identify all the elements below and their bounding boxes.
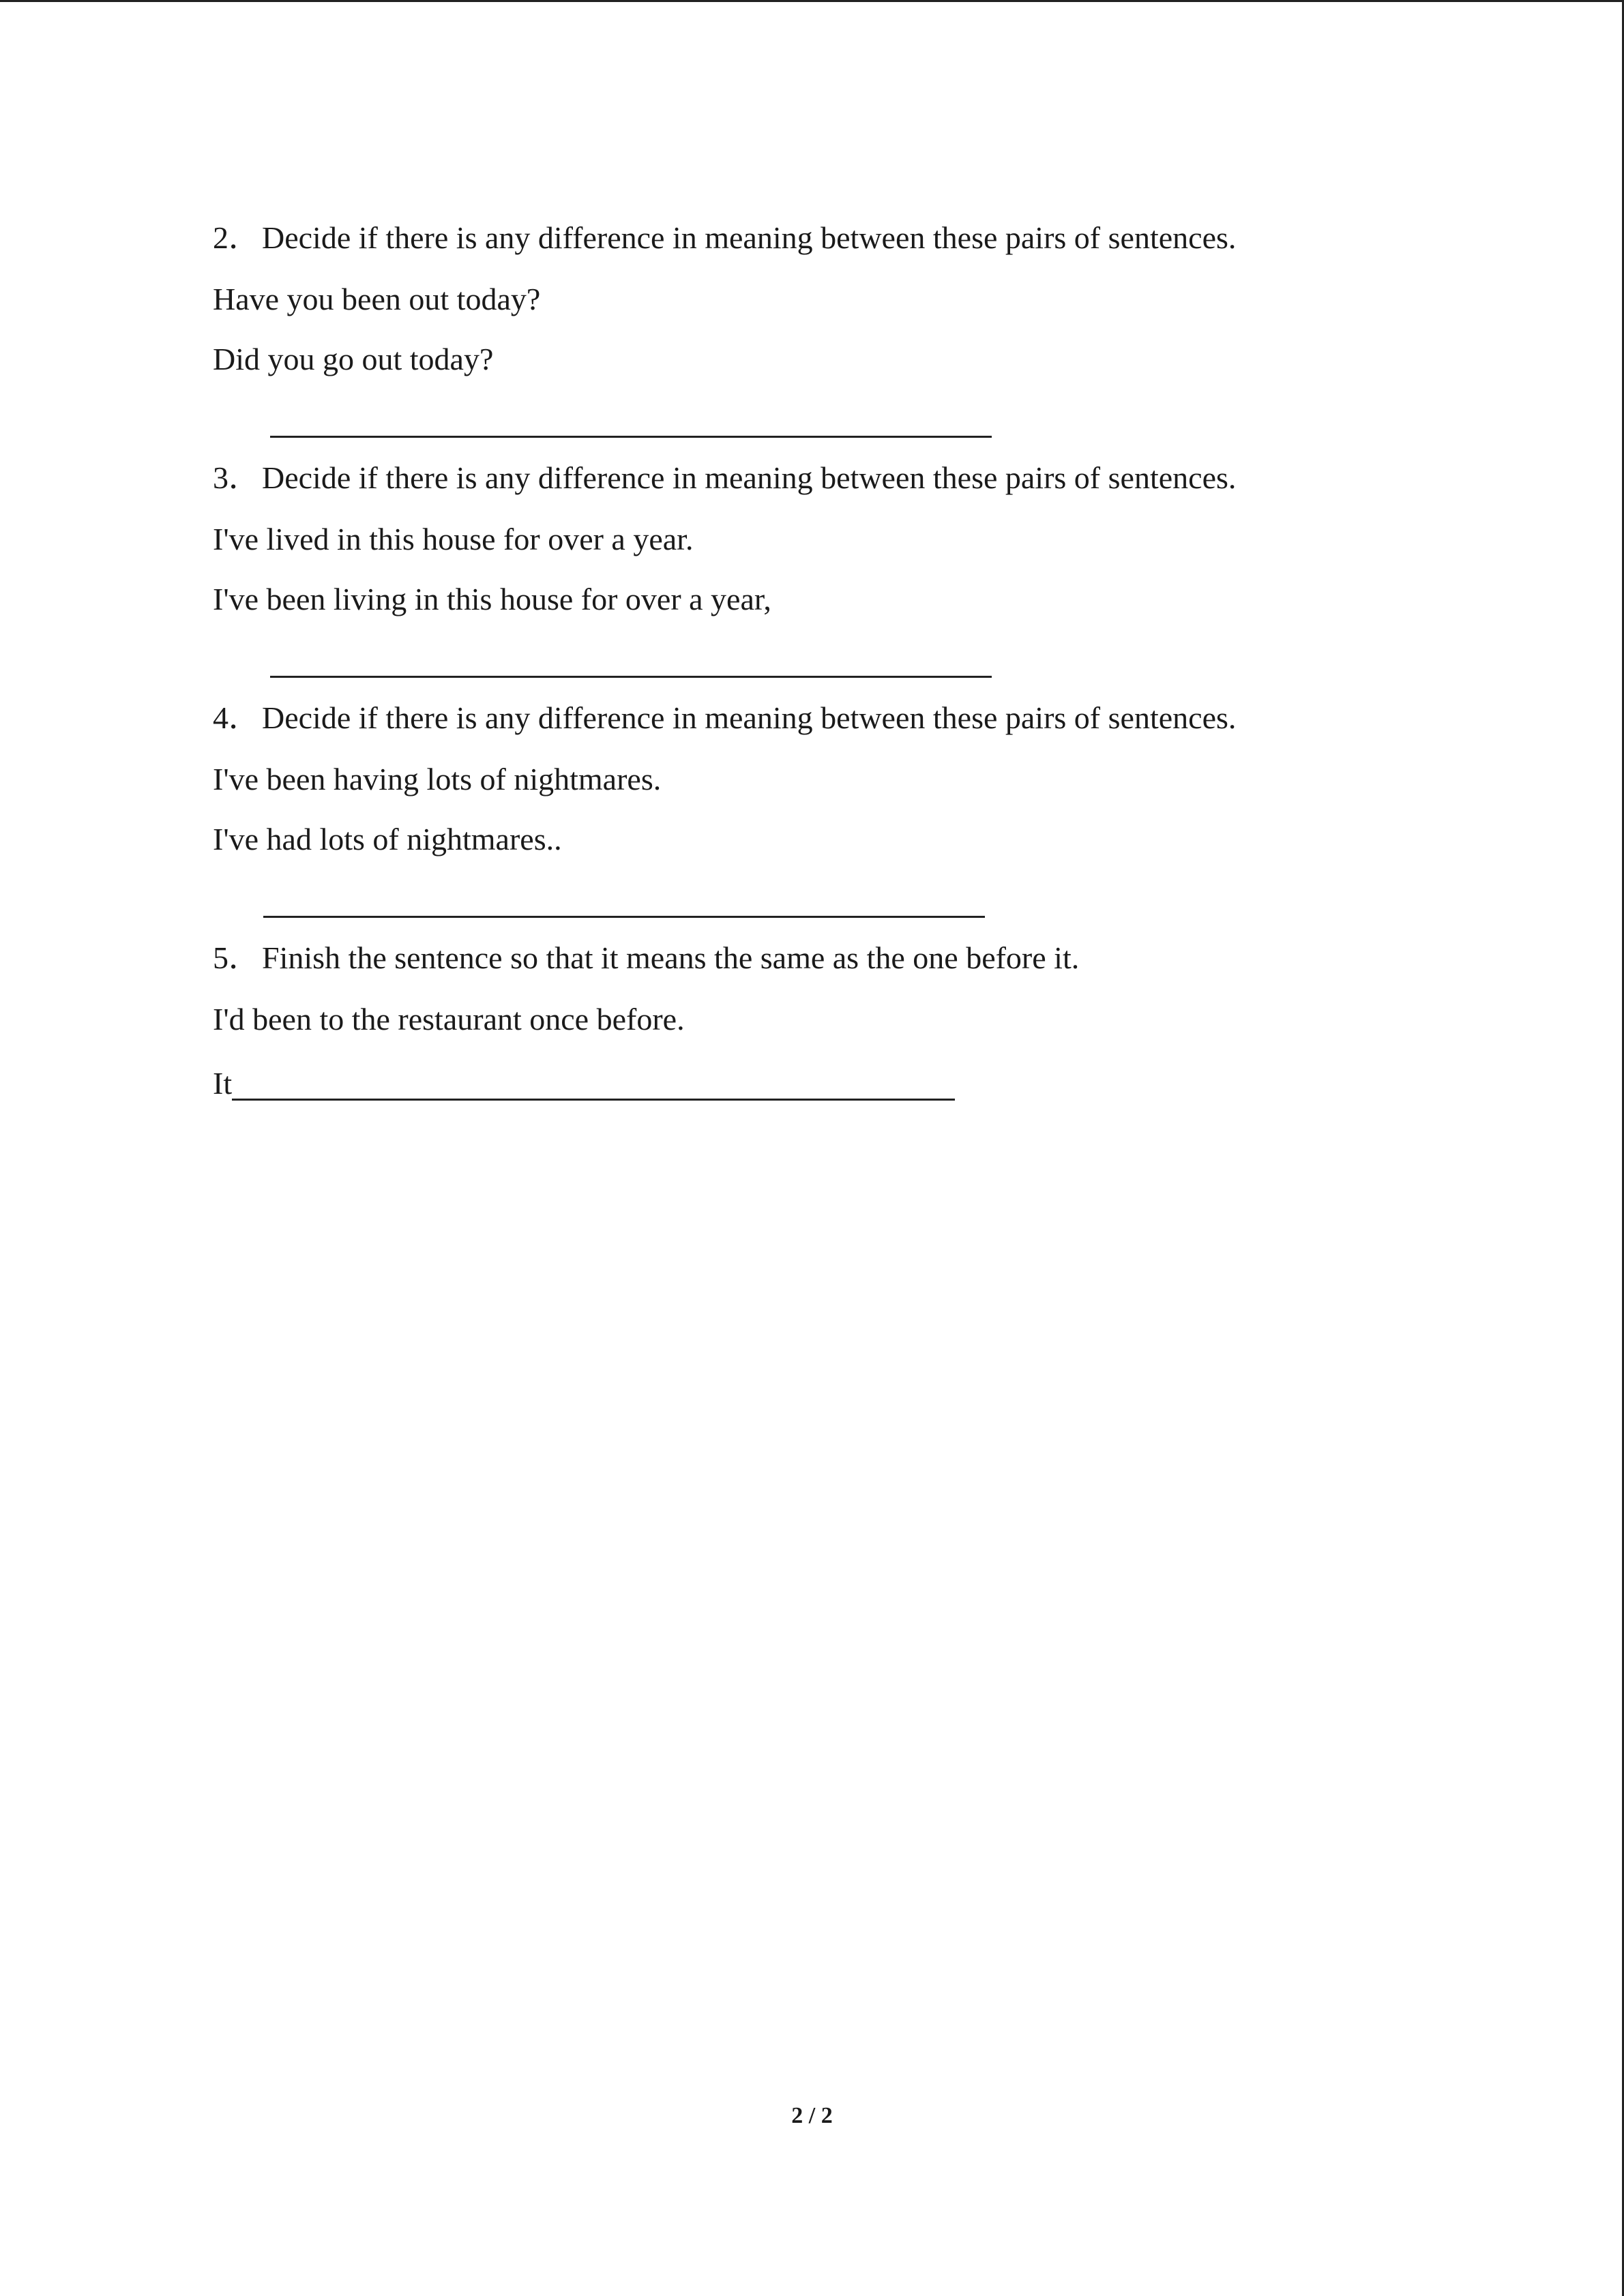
question-4-prompt [213, 699, 1236, 737]
question-4-sentence-2: I've had lots of nightmares.. [213, 822, 562, 856]
question-2-sentence-2: Did you go out today? [213, 342, 494, 376]
question-text: Decide if there is any difference in meaning between these pairs of sentences. [262, 700, 1237, 735]
question-2-prompt [213, 219, 1236, 257]
question-5-sentence-1: I'd been to the restaurant once before. [213, 1002, 685, 1037]
question-3-prompt [213, 459, 1236, 497]
question-3-sentence-1: I've lived in this house for over a year. [213, 522, 694, 556]
question-number: 2． [213, 220, 260, 255]
page-number: 2 / 2 [791, 2103, 833, 2128]
question-5-prompt [213, 939, 1079, 977]
question-text: Decide if there is any difference in meaning between these pairs of sentences. [262, 460, 1237, 495]
question-4-sentence-1: I've been having lots of nightmares. [213, 762, 662, 796]
question-2-sentence-1: Have you been out today? [213, 282, 541, 316]
question-4-answer-line[interactable] [263, 916, 985, 918]
completion-start: It [213, 1066, 233, 1101]
question-text: Finish the sentence so that it means the same as the one before it. [262, 940, 1080, 975]
question-5-completion [213, 1060, 955, 1103]
question-number: 5． [213, 940, 260, 975]
question-2-answer-line[interactable] [270, 436, 992, 438]
question-number: 4． [213, 700, 260, 735]
question-number: 3． [213, 460, 260, 495]
question-text: Decide if there is any difference in meaning between these pairs of sentences. [262, 220, 1237, 255]
question-5-answer-blank[interactable] [232, 1067, 955, 1101]
question-3-sentence-2: I've been living in this house for over a year, [213, 582, 771, 616]
question-3-answer-line[interactable] [270, 676, 992, 678]
